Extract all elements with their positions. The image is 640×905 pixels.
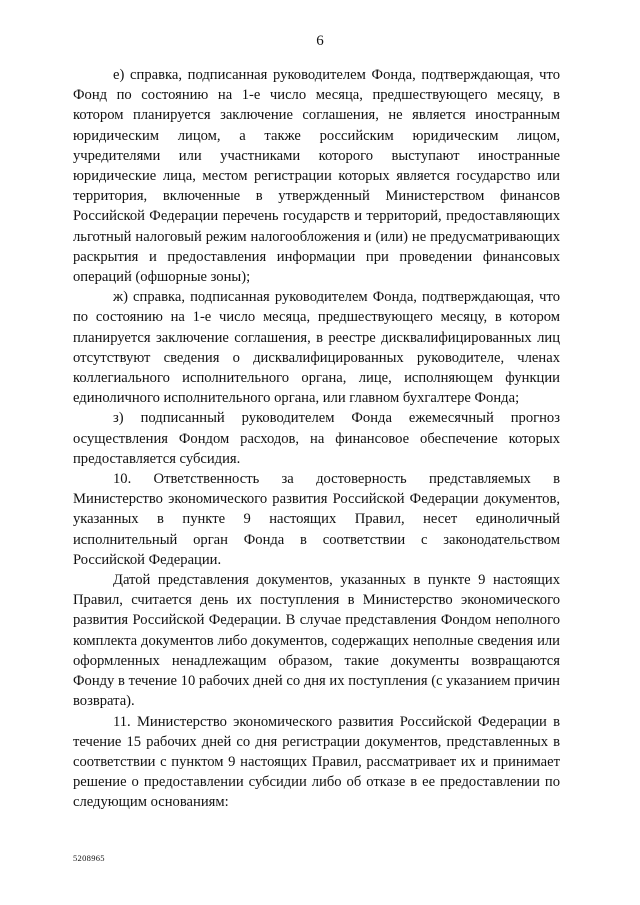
- document-body: [73, 65, 560, 813]
- document-code: 5208965: [73, 853, 105, 863]
- paragraph-item-z: з) подписанный руководителем Фонда ежемесячный прогноз осуществления Фондом расходов, на финансовое обеспечение которых предоставляется субсидия.: [73, 410, 560, 467]
- paragraph-item-zh: ж) справка, подписанная руководителем Фонда, подтверждающая, что по состоянию на 1-е число месяца, предшествующего месяцу, в котором планируется заключение соглашения, в реестре дисквалифицированных лиц отсутствуют сведения о дисквалифицированных руководителе, членах коллегиального исполнительного органа, лице, исполняющем функции единоличного исполнительного органа, или главном бухгалтере Фонда;: [73, 289, 560, 407]
- paragraph-clause-10: 10. Ответственность за достоверность представляемых в Министерство экономического развития Российской Федерации документов, указанных в пункте 9 настоящих Правил, несет единоличный исполнительный орган Фонда в соответствии с законодательством Российской Федерации.: [73, 471, 560, 568]
- page-number: 6: [316, 33, 324, 49]
- paragraph-item-e: е) справка, подписанная руководителем Фонда, подтверждающая, что Фонд по состоянию на 1-е число месяца, предшествующего месяцу, в котором планируется заключение соглашения, не является иностранным юридическим лицом, а также российским юридическим лицом, учредителями или участниками которого выступают иностранные юридические лица, местом регистрации которых является государство или территория, включенные в утвержденный Министерством финансов Российской Федерации перечень государств и территорий, предоставляющих льготный налоговый режим налогообложения и (или) не предусматривающих раскрытия и предоставления информации при проведении финансовых операций (офшорные зоны);: [73, 67, 560, 286]
- paragraph-clause-11: 11. Министерство экономического развития Российской Федерации в течение 15 рабочих дней со дня регистрации документов, представленных в соответствии с пунктом 9 настоящих Правил, рассматривает их и принимает решение о предоставлении субсидии либо об отказе в ее предоставлении по следующим основаниям:: [73, 713, 560, 811]
- paragraph-submission-date: Датой представления документов, указанных в пункте 9 настоящих Правил, считается день их поступления в Министерство экономического развития Российской Федерации. В случае представления Фондом неполного комплекта документов либо документов, содержащих неполные сведения или оформленных ненадлежащим образом, такие документы возвращаются Фонду в течение 10 рабочих дней со дня их поступления (с указанием причин возврата).: [73, 572, 560, 710]
